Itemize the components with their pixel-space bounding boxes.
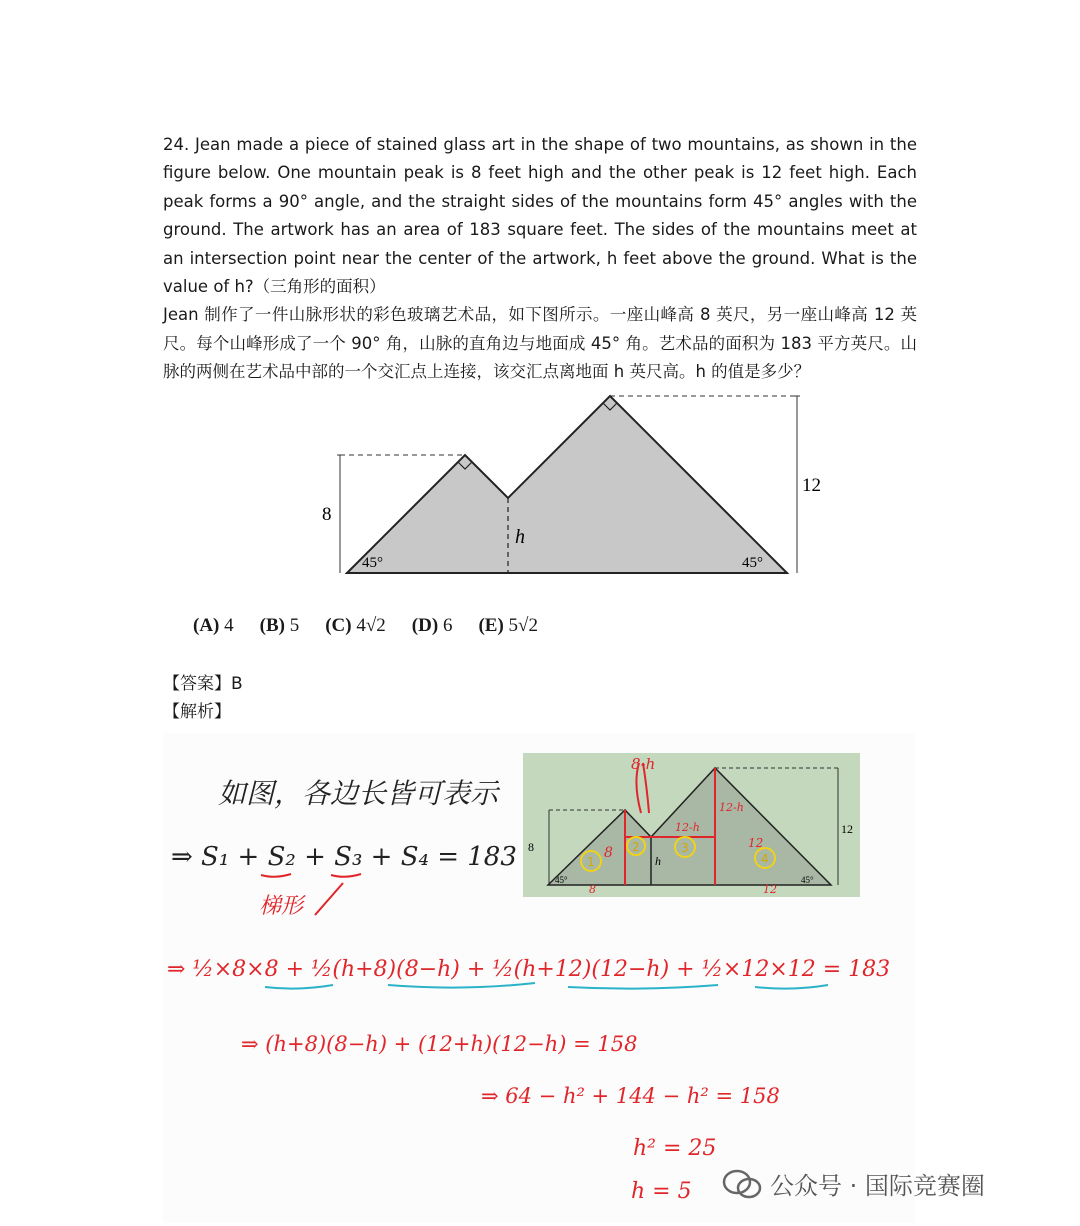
s2-underline — [261, 874, 291, 877]
angle-right-label: 45° — [742, 555, 763, 571]
solution-line1: 如图，各边长皆可表示 — [218, 777, 499, 810]
solution-mini-figure — [523, 753, 860, 897]
watermark-text: 公众号 · 国际竞赛圈 — [770, 1172, 985, 1200]
mini-base-8: 8 — [589, 883, 596, 896]
answer-label: 【答案】B — [163, 674, 243, 694]
underline-4 — [755, 985, 828, 989]
problem-text — [163, 131, 917, 387]
right-height-label: 12 — [802, 475, 820, 496]
mini-region-2: 2 — [632, 840, 640, 854]
wechat-icon — [722, 1169, 762, 1199]
mini-angle-right: 45° — [801, 875, 814, 885]
analysis-label: 【解析】 — [163, 702, 231, 722]
mini-left-height: 8 — [528, 840, 534, 854]
choice-a: (A) 4 — [193, 615, 234, 636]
solution-line2: ⇒ S₁ + S₂ + S₃ + S₄ = 183 — [171, 842, 517, 872]
mini-base-12: 12 — [763, 883, 777, 896]
mini-top-note: 8-h — [631, 755, 656, 773]
watermark — [722, 1166, 985, 1201]
mountains-shape — [347, 396, 787, 573]
solution-line5: ⇒ 64 − h² + 144 − h² = 158 — [481, 1084, 780, 1108]
solution-line6: h² = 25 — [633, 1136, 717, 1161]
mini-note-12h-a: 12-h — [675, 821, 700, 834]
mini-angle-left: 45° — [555, 875, 568, 885]
angle-left-label: 45° — [362, 555, 383, 571]
s3-underline — [331, 874, 361, 877]
choice-e: (E) 5√2 — [478, 615, 538, 636]
trapezoid-arrow — [315, 883, 343, 915]
solution-line3: ⇒ ½×8×8 + ½(h+8)(8−h) + ½(h+12)(12−h) + ½×12×12 = 183 — [167, 957, 891, 982]
mini-note-12: 12 — [748, 836, 764, 850]
mini-right-height: 12 — [841, 822, 853, 836]
choice-c: (C) 4√2 — [325, 615, 386, 636]
h-label: h — [515, 526, 525, 548]
underline-1 — [265, 985, 333, 989]
choice-b: (B) 5 — [259, 615, 300, 636]
choice-d: (D) 6 — [411, 615, 453, 636]
mini-region-1: 1 — [587, 855, 595, 869]
mini-note-8: 8 — [604, 845, 613, 861]
mini-region-4: 4 — [761, 852, 769, 866]
mini-h-label: h — [655, 854, 661, 868]
solution-line7: h = 5 — [631, 1179, 692, 1204]
left-height-label: 8 — [322, 504, 332, 525]
problem-english: 24. Jean made a piece of stained glass art in the shape of two mountains, as shown in the figure below. One mountain peak is 8 feet high and the other peak is 12 feet high. Each peak forms a 90° angle, and the straight sides of the mountains form 45° angles with the ground. The artwork has an area of 183 square feet. The sides of the mountains meet at an intersection point near the center of the artwork, h feet above the ground. What is the value of h?（三角形的面积） — [163, 135, 917, 297]
mini-region-3: 3 — [681, 841, 689, 855]
answer-section — [163, 670, 243, 726]
problem-chinese: Jean 制作了一件山脉形状的彩色玻璃艺术品，如下图所示。一座山峰高 8 英尺，另一座山峰高 12 英尺。每个山峰形成了一个 90° 角，山脉的直角边与地面成 45° 角。艺术品的面积为 183 平方英尺。山脉的两侧在艺术品中部的一个交汇点上连接，该交汇点离地面 h 英尺高。h 的值是多少？ — [163, 305, 917, 382]
underline-2 — [388, 983, 535, 988]
solution-line4: ⇒ (h+8)(8−h) + (12+h)(12−h) = 158 — [241, 1032, 638, 1056]
trapezoid-note: 梯形 — [259, 894, 304, 919]
answer-choices — [193, 615, 564, 637]
mountain-figure — [300, 385, 820, 589]
mini-note-12h-b: 12-h — [719, 801, 744, 814]
underline-3 — [568, 985, 718, 989]
handwritten-solution — [163, 733, 915, 1223]
